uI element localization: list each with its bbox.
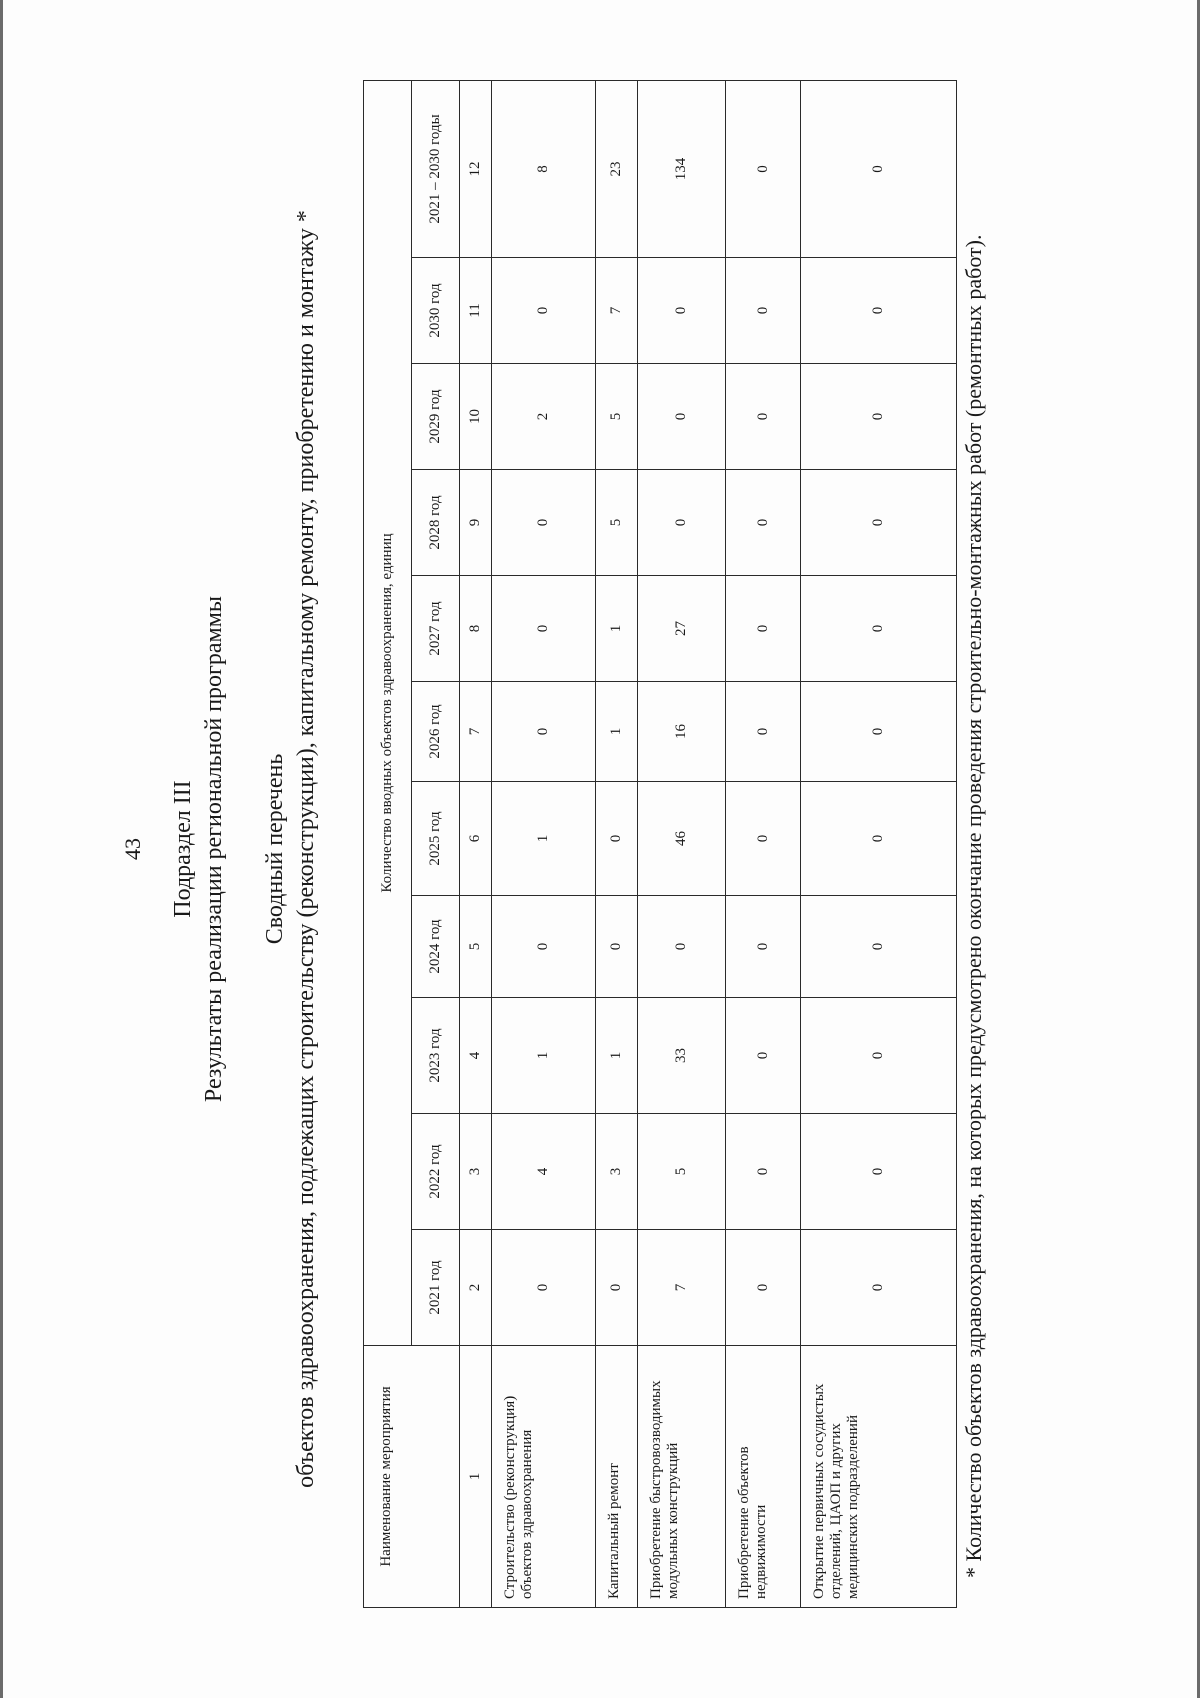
row-name: Капитальный ремонт <box>596 1346 638 1608</box>
table-cell: 5 <box>638 1114 726 1230</box>
table-cell: 4 <box>492 1114 596 1230</box>
table-cell: 46 <box>638 782 726 896</box>
column-number: 1 <box>460 1346 492 1608</box>
year-header: 2023 год <box>412 998 460 1114</box>
column-number: 10 <box>460 364 492 470</box>
table-cell: 0 <box>801 782 957 896</box>
table-cell: 0 <box>726 682 801 782</box>
table-cell: 0 <box>801 896 957 998</box>
table-row-construction <box>492 80 596 1607</box>
table-cell: 0 <box>596 1230 638 1346</box>
column-number: 6 <box>460 782 492 896</box>
total-cell: 0 <box>801 80 957 257</box>
table-row-vascular-departments <box>801 80 957 1607</box>
name-column-header: Наименование мероприятия <box>364 1346 460 1608</box>
table-cell: 0 <box>801 576 957 682</box>
column-number: 5 <box>460 896 492 998</box>
year-header: 2030 год <box>412 258 460 364</box>
table-cell: 0 <box>638 896 726 998</box>
table-cell: 0 <box>801 1114 957 1230</box>
row-name: Приобретение быстровозводимых модульных конструкций <box>638 1346 726 1608</box>
table-cell: 0 <box>596 896 638 998</box>
table-cell: 7 <box>596 258 638 364</box>
page-number: 43 <box>120 838 145 860</box>
table-cell: 1 <box>596 998 638 1114</box>
table-row-capital-repair <box>596 80 638 1607</box>
table-cell: 33 <box>638 998 726 1114</box>
column-number: 8 <box>460 576 492 682</box>
column-number: 7 <box>460 682 492 782</box>
table-cell: 0 <box>726 576 801 682</box>
table-cell: 16 <box>638 682 726 782</box>
table-cell: 1 <box>596 576 638 682</box>
summary-table <box>363 80 957 1608</box>
table-row-real-estate <box>726 80 801 1607</box>
list-heading <box>260 0 322 1698</box>
year-header: 2025 год <box>412 782 460 896</box>
footnote: * Количество объектов здравоохранения, на которых предусмотрено окончание проведения строительно-монтажных работ (ремонтных работ). <box>961 234 986 1578</box>
table-cell: 0 <box>492 576 596 682</box>
table-cell: 0 <box>638 258 726 364</box>
table-cell: 0 <box>801 998 957 1114</box>
table-cell: 0 <box>492 896 596 998</box>
table-cell: 0 <box>801 682 957 782</box>
list-subtitle: объектов здравоохранения, подлежащих строительству (реконструкции), капитальному ремонту, приобретению и монтажу * <box>293 210 319 1488</box>
table-header-row <box>364 80 412 1607</box>
table-cell: 0 <box>726 470 801 576</box>
table-cell: 0 <box>638 470 726 576</box>
subsection-heading <box>168 0 230 1698</box>
table-cell: 27 <box>638 576 726 682</box>
table-cell: 0 <box>726 896 801 998</box>
table-cell: 0 <box>801 364 957 470</box>
table-cell: 0 <box>726 1230 801 1346</box>
table-cell: 3 <box>596 1114 638 1230</box>
column-number: 11 <box>460 258 492 364</box>
table-cell: 0 <box>638 364 726 470</box>
year-header: 2029 год <box>412 364 460 470</box>
table-cell: 0 <box>801 1230 957 1346</box>
table-cell: 0 <box>726 782 801 896</box>
table-cell: 0 <box>726 1114 801 1230</box>
column-number: 4 <box>460 998 492 1114</box>
table-cell: 1 <box>492 782 596 896</box>
column-number: 12 <box>460 80 492 257</box>
table-cell: 5 <box>596 470 638 576</box>
table-cell: 0 <box>801 470 957 576</box>
table-cell: 0 <box>726 258 801 364</box>
column-number-row <box>460 80 492 1607</box>
total-cell: 0 <box>726 80 801 257</box>
year-header: 2022 год <box>412 1114 460 1230</box>
subsection-subtitle: Результаты реализации региональной программы <box>201 595 227 1103</box>
year-header: 2026 год <box>412 682 460 782</box>
year-header: 2027 год <box>412 576 460 682</box>
table-cell: 0 <box>596 782 638 896</box>
table-cell: 5 <box>596 364 638 470</box>
list-title: Сводный перечень <box>262 753 288 945</box>
table-cell: 0 <box>726 998 801 1114</box>
table-cell: 1 <box>596 682 638 782</box>
table-cell: 7 <box>638 1230 726 1346</box>
table-row-modular <box>638 80 726 1607</box>
column-number: 2 <box>460 1230 492 1346</box>
subsection-title: Подраздел III <box>170 780 196 918</box>
table-cell: 0 <box>726 364 801 470</box>
year-header: 2024 год <box>412 896 460 998</box>
row-name: Открытие первичных сосудистых отделений, ЦАОП и других медицинских подразделений <box>801 1346 957 1608</box>
column-number: 3 <box>460 1114 492 1230</box>
table-cell: 2 <box>492 364 596 470</box>
summary-table-wrap <box>363 80 957 1608</box>
total-header: 2021 – 2030 годы <box>412 80 460 257</box>
total-cell: 8 <box>492 80 596 257</box>
table-cell: 0 <box>492 682 596 782</box>
row-name: Строительство (реконструкция) объектов здравоохранения <box>492 1346 596 1608</box>
total-cell: 134 <box>638 80 726 257</box>
table-cell: 0 <box>801 258 957 364</box>
table-cell: 0 <box>492 258 596 364</box>
column-number: 9 <box>460 470 492 576</box>
table-cell: 0 <box>492 470 596 576</box>
year-header: 2028 год <box>412 470 460 576</box>
table-cell: 0 <box>492 1230 596 1346</box>
table-cell: 1 <box>492 998 596 1114</box>
total-cell: 23 <box>596 80 638 257</box>
group-column-header: Количество вводных объектов здравоохранения, единиц <box>364 80 412 1345</box>
year-header: 2021 год <box>412 1230 460 1346</box>
row-name: Приобретение объектов недвижимости <box>726 1346 801 1608</box>
